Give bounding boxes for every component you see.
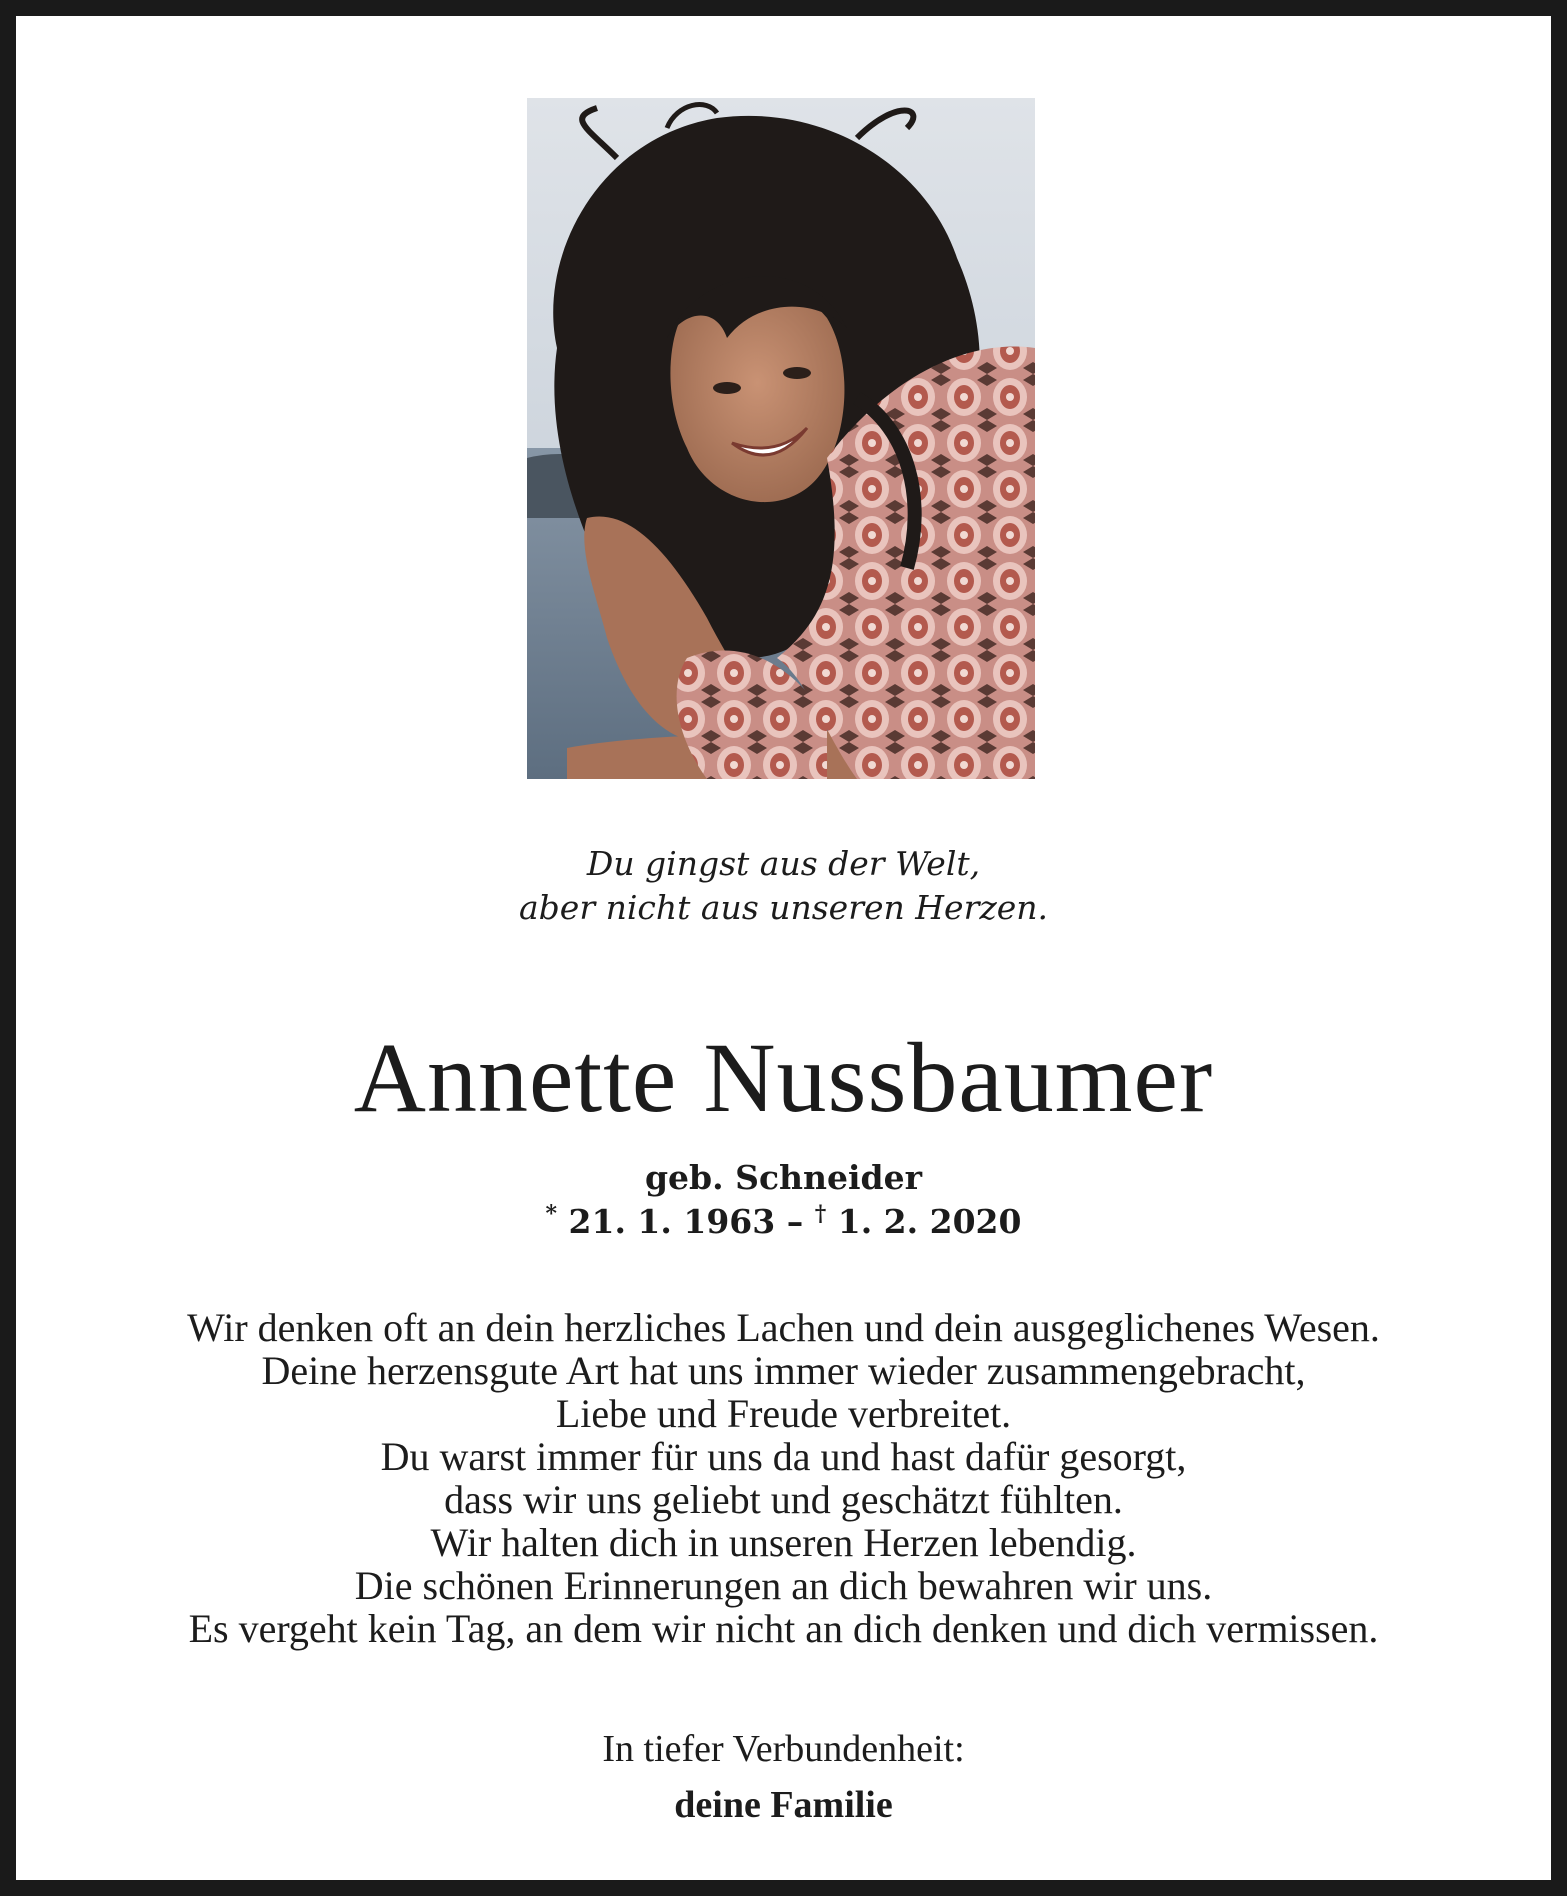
death-symbol: † — [814, 1201, 827, 1227]
obituary-sheet — [16, 16, 1551, 1880]
portrait-illustration — [527, 98, 1035, 779]
birth-date: 21. 1. 1963 — [568, 1202, 776, 1241]
tribute-line: Du warst immer für uns da und hast dafür gesorgt, — [380, 1434, 1187, 1479]
motto-line-1: Du gingst aus der Welt, — [586, 844, 981, 883]
birth-name: geb. Schneider — [644, 1158, 923, 1197]
portrait-photo — [527, 98, 1035, 779]
death-date: 1. 2. 2020 — [837, 1202, 1022, 1241]
tribute-line: Die schönen Erinnerungen an dich bewahren wir uns. — [354, 1563, 1213, 1608]
motto-line-2: aber nicht aus unseren Herzen. — [519, 888, 1048, 927]
tribute-line: Liebe und Freude verbreitet. — [555, 1391, 1012, 1436]
birth-symbol: * — [545, 1201, 558, 1227]
date-separator: – — [786, 1202, 804, 1241]
deceased-name: Annette Nussbaumer — [353, 1022, 1214, 1133]
life-dates — [16, 1200, 1551, 1244]
tribute-line: Wir halten dich in unseren Herzen lebendig. — [430, 1520, 1137, 1565]
tribute-line: Wir denken oft an dein herzliches Lachen und dein ausgeglichenes Wesen. — [187, 1305, 1380, 1350]
tribute-line: Es vergeht kein Tag, an dem wir nicht an dich denken und dich vermissen. — [188, 1606, 1379, 1651]
closing-phrase: In tiefer Verbundenheit: — [602, 1728, 965, 1770]
family-signature: deine Familie — [674, 1784, 893, 1826]
tribute-text — [16, 1306, 1551, 1650]
tribute-line: dass wir uns geliebt und geschätzt fühlten. — [444, 1477, 1123, 1522]
tribute-line: Deine herzensgute Art hat uns immer wieder zusammengebracht, — [261, 1348, 1306, 1393]
memorial-motto — [16, 842, 1551, 930]
